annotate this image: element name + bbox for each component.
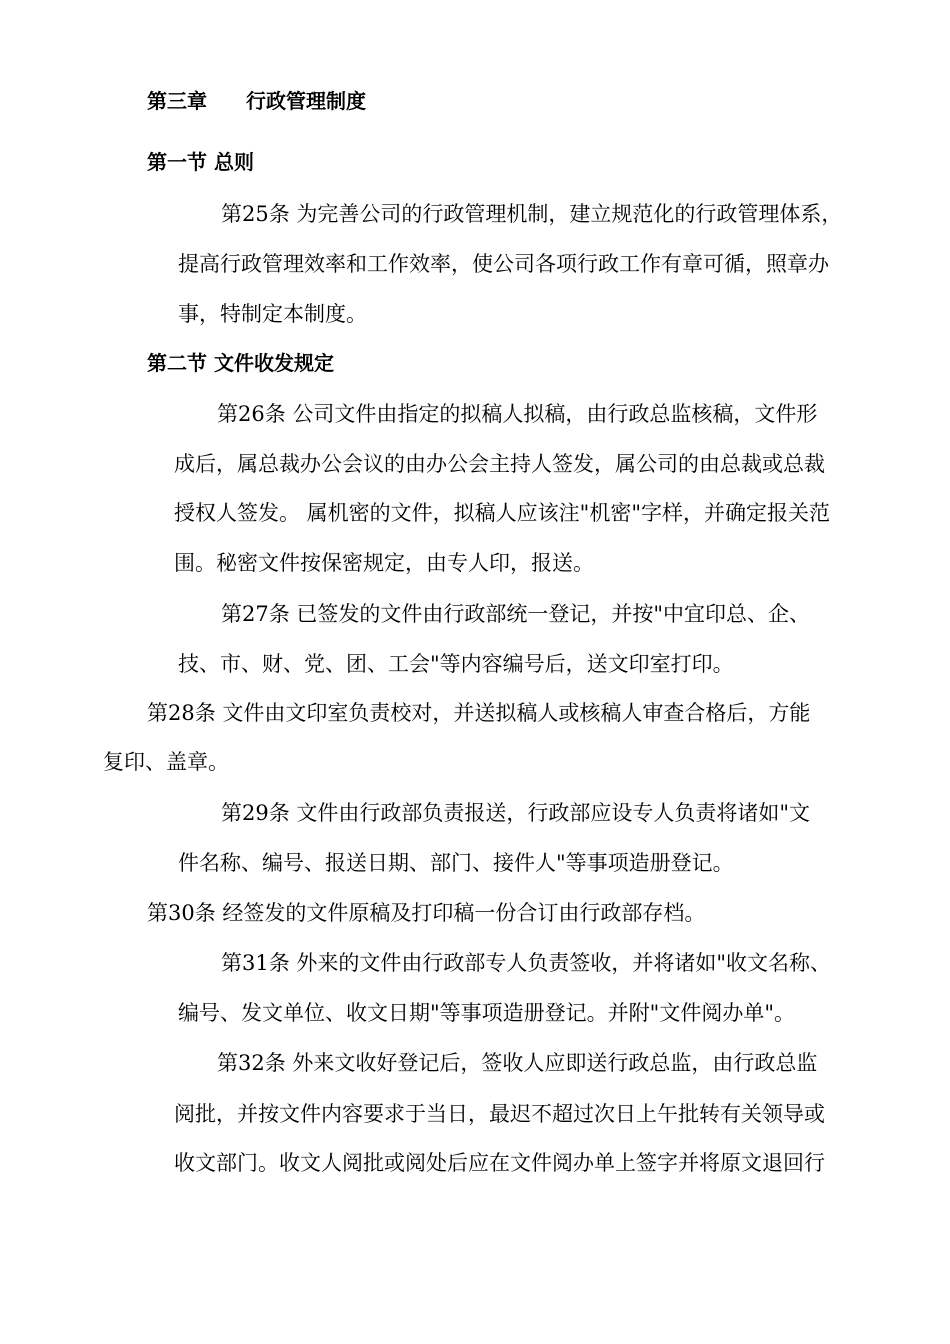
paragraph-line: 第31条 外来的文件由行政部专人负责签收，并将诸如"收文名称、	[221, 951, 832, 975]
paragraph-line: 第27条 已签发的文件由行政部统一登记，并按"中宜印总、企、	[221, 602, 811, 626]
section-heading: 第二节 文件收发规定	[147, 351, 334, 375]
paragraph-line: 技、市、财、党、团、工会"等内容编号后，送文印室打印。	[178, 652, 734, 676]
paragraph-line: 事，特制定本制度。	[178, 302, 367, 326]
paragraph-line: 成后，属总裁办公会议的由办公会主持人签发，属公司的由总裁或总裁	[174, 452, 825, 476]
paragraph-line: 编号、发文单位、收文日期"等事项造册登记。并附"文件阅办单"。	[178, 1001, 795, 1025]
paragraph-line: 收文部门。收文人阅批或阅处后应在文件阅办单上签字并将原文退回行	[174, 1151, 825, 1175]
paragraph-line: 第29条 文件由行政部负责报送，行政部应设专人负责将诸如"文	[221, 801, 811, 825]
section-heading: 第一节 总则	[147, 150, 254, 174]
paragraph-line: 阅批，并按文件内容要求于当日，最迟不超过次日上午批转有关领导或	[174, 1102, 825, 1126]
paragraph-line: 第30条 经签发的文件原稿及打印稿一份合订由行政部存档。	[147, 901, 706, 925]
chapter-title: 行政管理制度	[246, 89, 366, 113]
paragraph-line: 第25条 为完善公司的行政管理机制，建立规范化的行政管理体系，	[221, 202, 843, 226]
paragraph-line: 件名称、编号、报送日期、部门、接件人"等事项造册登记。	[178, 851, 734, 875]
paragraph-line: 围。秘密文件按保密规定，由专人印，报送。	[174, 551, 594, 575]
paragraph-line: 第26条 公司文件由指定的拟稿人拟稿，由行政总监核稿，文件形	[217, 402, 818, 426]
paragraph-line: 第32条 外来文收好登记后，签收人应即送行政总监，由行政总监	[217, 1051, 818, 1075]
chapter-number: 第三章	[147, 89, 207, 113]
paragraph-line: 提高行政管理效率和工作效率，使公司各项行政工作有章可循，照章办	[178, 252, 829, 276]
paragraph-line: 授权人签发。 属机密的文件，拟稿人应该注"机密"字样，并确定报关范	[174, 501, 830, 525]
paragraph-line: 第28条 文件由文印室负责校对，并送拟稿人或核稿人审查合格后，方能	[147, 701, 811, 725]
paragraph-line: 复印、盖章。	[103, 750, 229, 774]
